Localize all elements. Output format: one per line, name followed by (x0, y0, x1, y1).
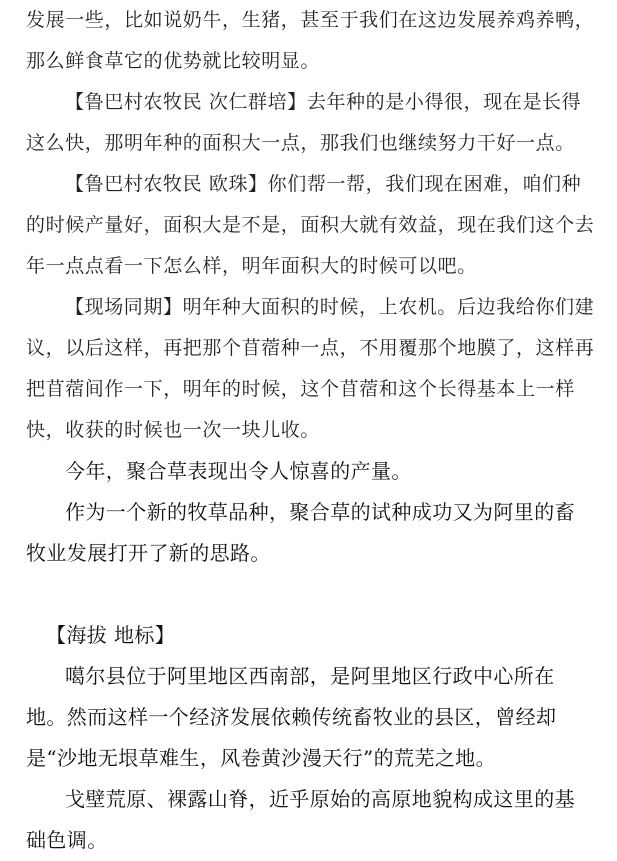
paragraph-quote-ouzhu: 【鲁巴村农牧民 欧珠】你们帮一帮，我们现在困难，咱们种的时候产量好，面积大是不是，面积大就有效益，现在我们这个去年一点点看一下怎么样，明年面积大的时候可以吧。 (26, 173, 595, 277)
paragraph-new-forage: 作为一个新的牧草品种，聚合草的试种成功又为阿里的畜牧业发展打开了新的思路。 (26, 500, 575, 565)
paragraph-gar-county: 噶尔县位于阿里地区西南部，是阿里地区行政中心所在地。然而这样一个经济发展依赖传统畜牧业的县区，曾经却是“沙地无垠草难生，风卷黄沙漫天行”的荒芜之地。 (26, 664, 557, 770)
paragraph-quote-ciren-qunpei: 【鲁巴村农牧民 次仁群培】去年种的是小得很，现在是长得这么快，那明年种的面积大一点，那我们也继续努力干好一点。 (26, 91, 582, 154)
paragraph-landscape: 戈壁荒原、裸露山脊，近乎原始的高原地貌构成这里的基础色调。 (26, 787, 575, 852)
paragraph-yield: 今年，聚合草表现出令人惊喜的产量。 (65, 459, 412, 483)
paragraph-quote-on-site: 【现场同期】明年种大面积的时候，上农机。后边我给你们建议，以后这样，再把那个苜蓿种一点，不用覆那个地膜了，这样再把苜蓿间作一下，明年的时候，这个苜蓿和这个长得基本上一样快，收获的时候也一次一块儿收。 (26, 296, 595, 441)
paragraph-fodder-advantage: 发展一些，比如说奶牛，生猪，甚至于我们在这边发展养鸡养鸭，那么鲜食草它的优势就比较明显。 (26, 9, 595, 72)
section-tag-altitude-landmark: 【海拔 地标】 (46, 623, 176, 647)
blank-line (0, 574, 617, 615)
